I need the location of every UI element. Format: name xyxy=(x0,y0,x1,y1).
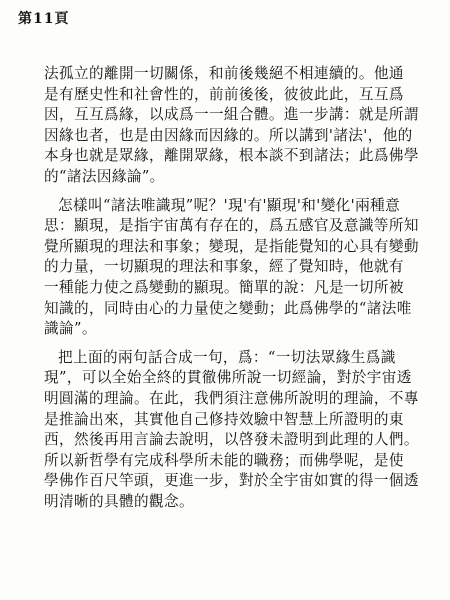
text-line: 覺所顯現的理法和事象；變現，是指能覺知的心具有變動 xyxy=(44,237,419,255)
text-line: 的力量，一切顯現的理法和事象，經了覺知時，他就有 xyxy=(44,258,404,276)
text-line: 把上面的兩句話合成一句，爲：“一切法眾緣生爲識 xyxy=(58,348,396,366)
text-line: 怎樣叫“諸法唯識現”呢？'現'有'顯現'和'變化'兩種意 xyxy=(58,196,401,214)
text-line: 是推論出來，其實他自己修持效驗中智慧上所證明的東 xyxy=(44,410,404,428)
page-number: 第11頁 xyxy=(18,11,70,27)
paragraph-2 xyxy=(44,196,444,340)
text-line: 學佛作百尺竿頭，更進一步，對於全宇宙如實的得一個透 xyxy=(44,472,419,490)
text-line: 是有歷史性和社會性的，前前後後，彼彼此此，互互爲 xyxy=(44,85,404,103)
text-line: 思：顯現，是指宇宙萬有存在的，爲五感官及意識等所知 xyxy=(44,217,419,235)
text-line: 因，互互爲緣，以成爲一一組合體。進一步講：就是所謂 xyxy=(44,106,419,124)
text-line: 明清晰的具體的觀念。 xyxy=(44,492,194,510)
text-line: 一種能力使之爲變動的顯現。簡單的說：凡是一切所被 xyxy=(44,278,404,296)
text-line: 識論”。 xyxy=(44,320,97,338)
paragraph-3 xyxy=(44,348,444,513)
text-line: 法孤立的離開一切關係，和前後幾絕不相連續的。他通 xyxy=(44,65,404,82)
body-text xyxy=(44,64,444,512)
text-line: 所以新哲學有完成科學所未能的職務；而佛學呢，是使 xyxy=(44,451,404,469)
text-line: 因緣也者，也是由因緣而因緣的。所以講到'諸法'，他的 xyxy=(44,126,413,144)
text-line: 的“諸法因緣論”。 xyxy=(44,167,165,185)
text-line: 本身也就是眾緣，離開眾緣，根本談不到諸法；此爲佛學 xyxy=(44,147,419,165)
paragraph-1 xyxy=(44,64,444,188)
text-line: 現”，可以全始全終的貫徹佛所說一切經論，對於宇宙透 xyxy=(44,369,412,387)
text-line: 明圓滿的理論。在此，我們須注意佛所說明的理論，不專 xyxy=(44,389,419,407)
text-line: 知識的，同時由心的力量使之變動；此爲佛學的“諸法唯 xyxy=(44,299,412,317)
text-line: 西，然後再用言論去說明，以啓發未證明到此理的人們。 xyxy=(44,431,419,449)
